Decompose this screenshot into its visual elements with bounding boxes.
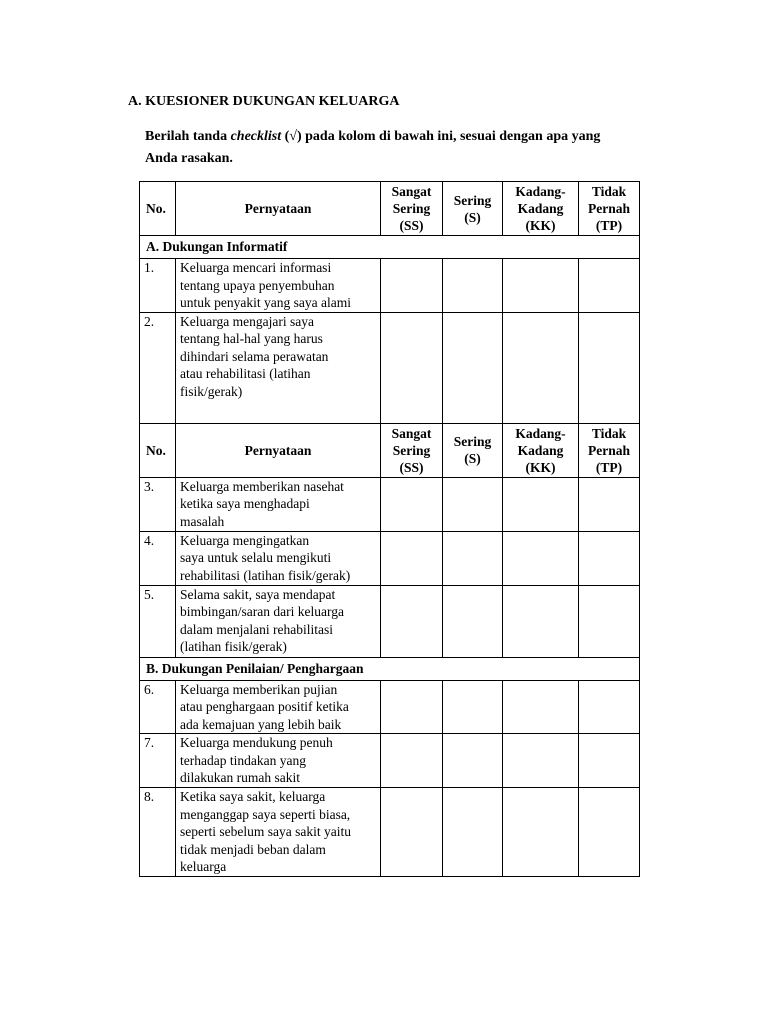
- header-kk-line: (KK): [525, 218, 556, 233]
- header-s: [443, 423, 503, 477]
- statement-line: keluarga: [180, 859, 227, 874]
- answer-cell-tp[interactable]: [579, 531, 640, 585]
- header-s: [443, 182, 503, 236]
- section-row: [140, 236, 640, 259]
- header-tp: [579, 423, 640, 477]
- statement-line: tentang upaya penyembuhan: [180, 277, 335, 293]
- answer-cell-kk[interactable]: [503, 585, 579, 657]
- item-statement: [176, 312, 381, 423]
- header-s-line: Sering: [453, 434, 492, 449]
- item-statement: [176, 259, 381, 313]
- header-statement: Pernyataan: [176, 423, 381, 477]
- statement-line: Keluarga mendukung penuh: [180, 735, 333, 750]
- answer-cell-kk[interactable]: [503, 312, 579, 423]
- statement-line: bimbingan/saran dari keluarga: [180, 604, 344, 619]
- answer-cell-s[interactable]: [443, 788, 503, 877]
- statement-line: atau penghargaan positif ketika: [180, 699, 349, 714]
- table-header-row: [140, 182, 640, 236]
- answer-cell-s[interactable]: [443, 531, 503, 585]
- statement-line: dalam menjalani rehabilitasi: [180, 621, 333, 637]
- answer-cell-s[interactable]: [443, 477, 503, 531]
- table-row: [140, 259, 640, 313]
- item-number: 6.: [140, 680, 176, 734]
- answer-cell-tp[interactable]: [579, 477, 640, 531]
- statement-line: (latihan fisik/gerak): [180, 639, 287, 654]
- statement-line: tidak menjadi beban dalam: [180, 841, 326, 857]
- item-number: 5.: [140, 585, 176, 657]
- header-kk-line: Kadang-: [515, 184, 566, 199]
- answer-cell-ss[interactable]: [381, 680, 443, 734]
- item-number: 3.: [140, 477, 176, 531]
- header-tp-line: (TP): [595, 218, 623, 233]
- section-penilaian: B. Dukungan Penilaian/ Penghargaan: [140, 657, 640, 680]
- header-no: No.: [140, 182, 176, 236]
- statement-line: seperti sebelum saya sakit yaitu: [180, 824, 351, 839]
- answer-cell-tp[interactable]: [579, 259, 640, 313]
- answer-cell-kk[interactable]: [503, 734, 579, 788]
- answer-cell-ss[interactable]: [381, 477, 443, 531]
- statement-line: tentang hal-hal yang harus: [180, 331, 323, 346]
- statement-line: Keluarga mengajari saya: [180, 313, 314, 329]
- section-row: [140, 657, 640, 680]
- header-kk-line: Kadang: [517, 201, 564, 216]
- item-number: 8.: [140, 788, 176, 877]
- answer-cell-tp[interactable]: [579, 788, 640, 877]
- answer-cell-tp[interactable]: [579, 734, 640, 788]
- table-row: [140, 734, 640, 788]
- header-ss-line: Sering: [392, 442, 431, 458]
- statement-line: ada kemajuan yang lebih baik: [180, 716, 342, 732]
- instruction-emphasis: checklist: [230, 129, 282, 144]
- answer-cell-ss[interactable]: [381, 312, 443, 423]
- item-statement: [176, 680, 381, 734]
- header-tp-line: Pernah: [588, 201, 630, 216]
- answer-cell-s[interactable]: [443, 585, 503, 657]
- header-ss-line: (SS): [399, 459, 424, 475]
- statement-line: rehabilitasi (latihan fisik/gerak): [180, 567, 351, 583]
- page-title: A. KUESIONER DUKUNGAN KELUARGA: [128, 94, 400, 109]
- header-ss-line: Sangat: [391, 425, 432, 441]
- statement-line: Keluarga memberikan pujian: [180, 681, 338, 697]
- statement-line: Keluarga mencari informasi: [180, 260, 332, 275]
- header-kk: [503, 423, 579, 477]
- header-tp-line: Tidak: [591, 184, 627, 199]
- statement-line: Keluarga memberikan nasehat: [180, 478, 344, 494]
- answer-cell-tp[interactable]: [579, 680, 640, 734]
- statement-line: atau rehabilitasi (latihan: [180, 366, 311, 381]
- header-s-line: (S): [464, 451, 481, 466]
- header-kk-line: (KK): [525, 459, 556, 475]
- answer-cell-ss[interactable]: [381, 585, 443, 657]
- item-statement: [176, 585, 381, 657]
- item-statement: [176, 788, 381, 877]
- answer-cell-s[interactable]: [443, 312, 503, 423]
- answer-cell-kk[interactable]: [503, 788, 579, 877]
- table-row: [140, 680, 640, 734]
- answer-cell-ss[interactable]: [381, 788, 443, 877]
- answer-cell-kk[interactable]: [503, 477, 579, 531]
- header-ss-line: Sering: [392, 201, 431, 216]
- header-no: No.: [140, 423, 176, 477]
- statement-line: Ketika saya sakit, keluarga: [180, 789, 326, 804]
- header-kk-line: Kadang-: [515, 425, 566, 441]
- header-s-line: Sering: [453, 192, 492, 208]
- statement-line: fisik/gerak): [180, 383, 243, 399]
- header-ss: [381, 182, 443, 236]
- statement-line: ketika saya menghadapi: [180, 496, 310, 511]
- answer-cell-kk[interactable]: [503, 531, 579, 585]
- item-statement: [176, 477, 381, 531]
- statement-line: Keluarga mengingatkan: [180, 532, 310, 548]
- statement-line: terhadap tindakan yang: [180, 752, 306, 768]
- header-ss-line: Sangat: [391, 184, 432, 199]
- header-ss-line: (SS): [399, 218, 424, 233]
- item-number: 2.: [140, 312, 176, 423]
- answer-cell-s[interactable]: [443, 734, 503, 788]
- header-kk: [503, 182, 579, 236]
- answer-cell-ss[interactable]: [381, 531, 443, 585]
- table-row: [140, 477, 640, 531]
- answer-cell-ss[interactable]: [381, 734, 443, 788]
- table-row: [140, 585, 640, 657]
- header-s-line: (S): [464, 209, 481, 225]
- statement-line: menganggap saya seperti biasa,: [180, 806, 351, 822]
- table-row: [140, 788, 640, 877]
- answer-cell-ss[interactable]: [381, 259, 443, 313]
- item-number: 7.: [140, 734, 176, 788]
- answer-cell-kk[interactable]: [503, 680, 579, 734]
- table-row: [140, 531, 640, 585]
- header-tp-line: (TP): [595, 459, 623, 475]
- questionnaire-table: [139, 181, 640, 877]
- header-statement: Pernyataan: [176, 182, 381, 236]
- statement-line: Selama sakit, saya mendapat: [180, 586, 336, 602]
- answer-cell-tp[interactable]: [579, 585, 640, 657]
- item-number: 1.: [140, 259, 176, 313]
- statement-line: masalah: [180, 513, 225, 529]
- statement-line: dilakukan rumah sakit: [180, 770, 300, 785]
- statement-line: dihindari selama perawatan: [180, 348, 329, 364]
- header-kk-line: Kadang: [517, 442, 564, 458]
- instruction-part-2: (√) pada kolom di bawah ini, sesuai dengan apa yang Anda rasakan.: [145, 129, 601, 166]
- table-header-row: [140, 423, 640, 477]
- header-tp-line: Pernah: [588, 442, 630, 458]
- item-statement: [176, 531, 381, 585]
- answer-cell-tp[interactable]: [579, 312, 640, 423]
- answer-cell-s[interactable]: [443, 259, 503, 313]
- statement-line: untuk penyakit yang saya alami: [180, 295, 351, 310]
- answer-cell-s[interactable]: [443, 680, 503, 734]
- section-informatif: A. Dukungan Informatif: [140, 236, 640, 259]
- statement-line: saya untuk selalu mengikuti: [180, 550, 332, 565]
- header-tp: [579, 182, 640, 236]
- answer-cell-kk[interactable]: [503, 259, 579, 313]
- instruction-part-1: Berilah tanda: [145, 129, 231, 144]
- header-ss: [381, 423, 443, 477]
- item-number: 4.: [140, 531, 176, 585]
- item-statement: [176, 734, 381, 788]
- instruction-text: [145, 126, 605, 170]
- table-row: [140, 312, 640, 423]
- header-tp-line: Tidak: [591, 425, 627, 441]
